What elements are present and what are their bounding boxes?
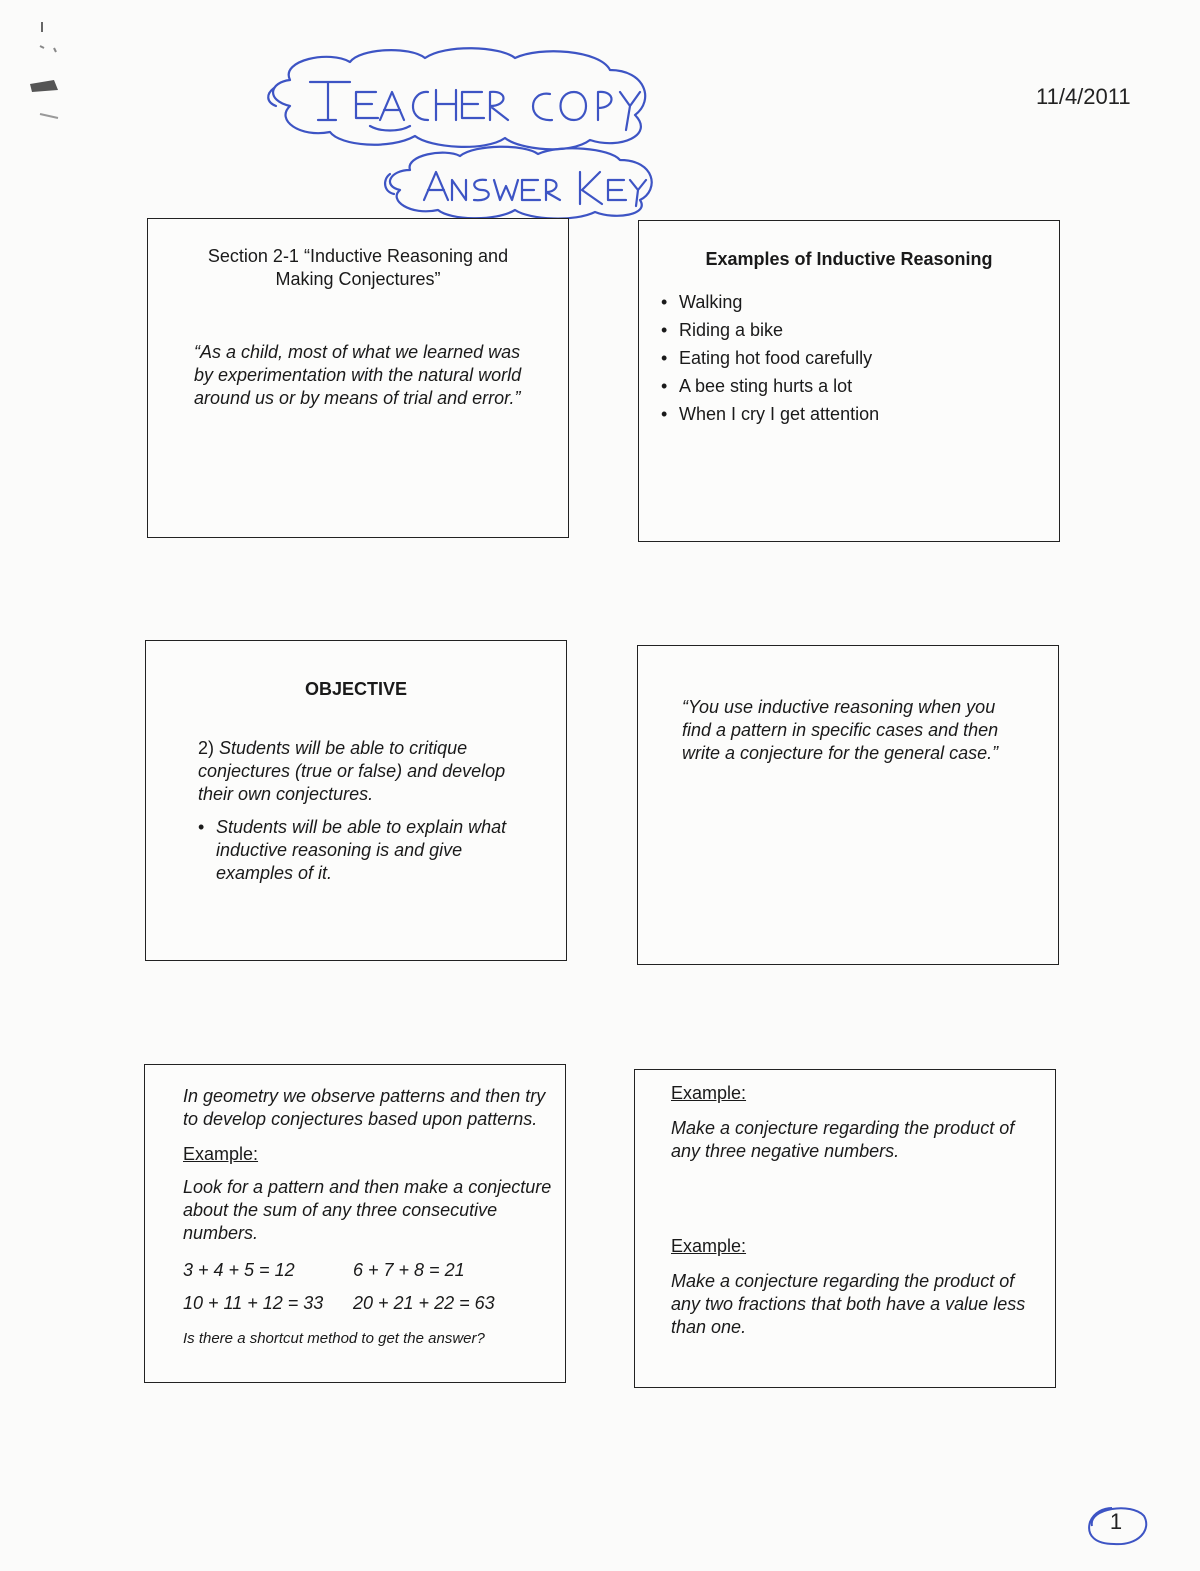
list-item: • Riding a bike [661, 316, 1059, 344]
equation: 3 + 4 + 5 = 12 [183, 1260, 295, 1280]
list-item: • When I cry I get attention [661, 400, 1059, 428]
objective-item-1: 2) Students will be able to critique conjectures (true or false) and develop their own conjectures. [198, 738, 506, 804]
objective-item-2: • Students will be able to explain what inductive reasoning is and give examples of it. [198, 817, 507, 883]
examples-list [661, 288, 1059, 428]
experimentation-quote: “As a child, most of what we learned was by experimentation with the natural world around us or by means of trial and error.” [194, 342, 522, 408]
inductive-reasoning-definition: “You use inductive reasoning when you find a pattern in specific cases and then write a conjecture for the general case.” [682, 697, 999, 763]
bullet-icon: • [661, 292, 668, 312]
equation: 10 + 11 + 12 = 33 [183, 1293, 324, 1313]
objective-list [198, 737, 538, 885]
bullet-icon: • [661, 404, 668, 424]
list-item: • Walking [661, 288, 1059, 316]
list-item: • Eating hot food carefully [661, 344, 1059, 372]
example-label: Example: [183, 1144, 259, 1164]
bullet-icon: • [661, 376, 668, 396]
bullet-icon: • [198, 817, 205, 837]
example-negative-numbers: Make a conjecture regarding the product of any three negative numbers. [671, 1118, 1015, 1161]
section-title: Section 2-1 “Inductive Reasoning and Making Conjectures” [207, 246, 509, 289]
handwritten-teacher-copy-annotation [260, 40, 670, 220]
scan-artifact [18, 18, 78, 128]
equation-row [183, 1292, 553, 1315]
equation: 20 + 21 + 22 = 63 [353, 1293, 495, 1313]
example-prompt: Look for a pattern and then make a conjecture about the sum of any three consecutive numbers. [183, 1177, 552, 1243]
examples-title: Examples of Inductive Reasoning [705, 249, 993, 269]
slide-product-examples [634, 1069, 1056, 1388]
equation: 6 + 7 + 8 = 21 [353, 1260, 465, 1280]
equation-row [183, 1259, 553, 1282]
example-fractions: Make a conjecture regarding the product of any two fractions that both have a value less than one. [671, 1271, 1026, 1337]
bullet-icon: • [661, 348, 668, 368]
example-label: Example: [671, 1236, 747, 1256]
slide-geometry-patterns [144, 1064, 566, 1383]
slide-objective [145, 640, 567, 961]
geometry-intro: In geometry we observe patterns and then try to develop conjectures based upon patterns. [183, 1086, 546, 1129]
bullet-icon: • [661, 320, 668, 340]
example-label: Example: [671, 1083, 747, 1103]
slide-section-title [147, 218, 569, 538]
slide-examples [638, 220, 1060, 542]
list-item: • A bee sting hurts a lot [661, 372, 1059, 400]
slide-definition [637, 645, 1059, 965]
page-number: 1 [1082, 1500, 1150, 1548]
document-date: 11/4/2011 [1036, 84, 1131, 109]
shortcut-question: Is there a shortcut method to get the answer? [183, 1330, 485, 1347]
objective-title: OBJECTIVE [304, 679, 408, 699]
